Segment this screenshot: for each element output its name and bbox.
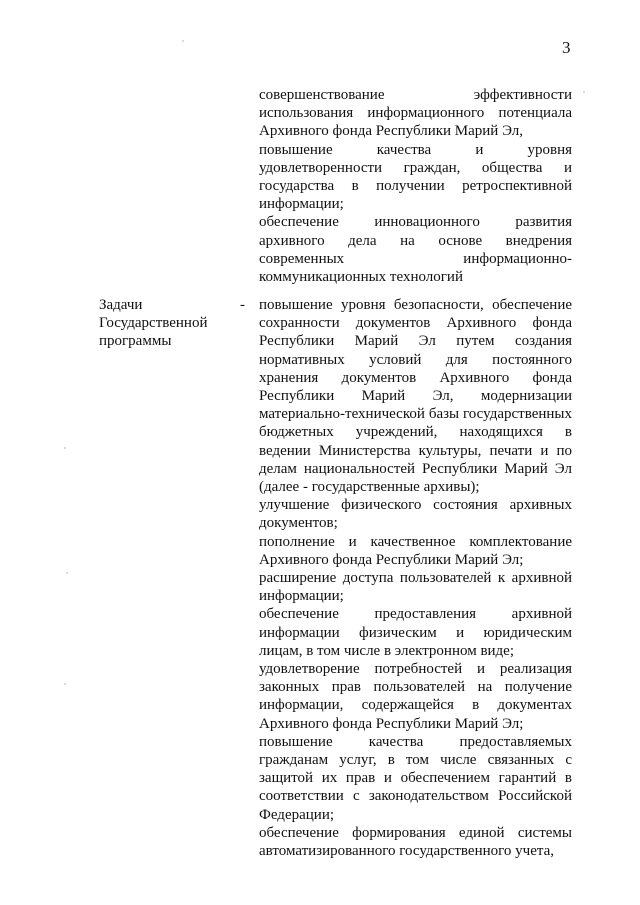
- goals-text-block: [259, 86, 572, 286]
- task-paragraph: улучшение физического состояния архивных документов;: [259, 497, 572, 532]
- task-paragraph: повышение уровня безопасности, обеспечение сохранности документов Архивного фонда Республики Марий Эл путем создания нормативных условий для постоянного хранения документов Архивного фонда Республики Марий Эл, модернизации материально-технической базы государственных бюджетных учреждений, находящихся в ведении Министерства культуры, печати и по делам национальностей Республики Марий Эл (далее - государственные архивы);: [259, 297, 572, 496]
- goal-paragraph: обеспечение инновационного развития архивного дела на основе внедрения современных информационно-коммуникационных технологий: [259, 214, 572, 286]
- tasks-section-dash: -: [240, 297, 245, 313]
- task-paragraph: повышение качества предоставляемых гражданам услуг, в том числе связанных с защитой их прав и обеспечением гарантий в соответствии с законодательством Российской Федерации;: [259, 733, 572, 823]
- scan-speck: [64, 683, 66, 685]
- tasks-section-label: Задачи Государственной программы: [99, 297, 208, 350]
- scan-speck: [182, 40, 184, 42]
- goal-paragraph: совершенствование эффективности использования информационного потенциала Архивного фонда Республики Марий Эл,: [259, 87, 572, 140]
- scan-speck: [64, 447, 66, 449]
- goal-paragraph: повышение качества и уровня удовлетворенности граждан, общества и государства в получении ретроспективной информации;: [259, 141, 572, 213]
- task-paragraph: расширение доступа пользователей к архивной информации;: [259, 570, 572, 605]
- task-paragraph: пополнение и качественное комплектование Архивного фонда Республики Марий Эл;: [259, 533, 572, 568]
- tasks-text-block: [259, 296, 572, 860]
- task-paragraph: обеспечение формирования единой системы автоматизированного государственного учета,: [259, 824, 572, 860]
- page-number: 3: [562, 38, 571, 57]
- scan-speck: [66, 572, 68, 574]
- scan-speck: [583, 91, 585, 93]
- task-paragraph: удовлетворение потребностей и реализация законных прав пользователей на получение информации, содержащейся в документах Архивного фонда Республики Марий Эл;: [259, 661, 572, 732]
- task-paragraph: обеспечение предоставления архивной информации физическим и юридическим лицам, в том числе в электронном виде;: [259, 606, 572, 659]
